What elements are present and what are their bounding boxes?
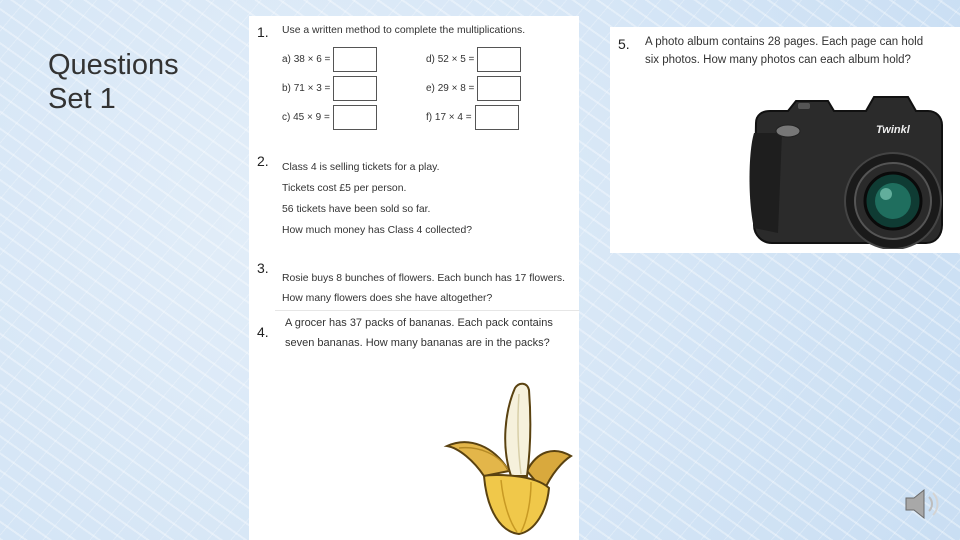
camera-brand-label: Twinkl	[876, 124, 910, 136]
answer-box-e[interactable]	[477, 76, 521, 101]
multiplication-e	[426, 76, 521, 101]
mult-label: b)	[282, 83, 291, 94]
question-3-text	[282, 269, 565, 309]
mult-label: f)	[426, 112, 433, 123]
question-2-line: How much money has Class 4 collected?	[282, 225, 473, 236]
worksheet-question-5	[610, 27, 960, 253]
question-4-number: 4.	[257, 324, 269, 340]
slide-title-line-2: Set 1	[48, 83, 116, 115]
mult-expression: 52 × 5 =	[437, 54, 475, 65]
question-2-line: 56 tickets have been sold so far.	[282, 204, 431, 215]
multiplication-d	[426, 47, 521, 72]
multiplication-f	[426, 105, 519, 130]
question-2-number: 2.	[257, 153, 269, 169]
question-2-line: Class 4 is selling tickets for a play.	[282, 162, 440, 173]
mult-expression: 17 × 4 =	[434, 112, 472, 123]
question-1-number: 1.	[257, 24, 269, 40]
multiplication-b	[282, 76, 377, 101]
question-5-text	[645, 33, 923, 69]
multiplication-a	[282, 47, 377, 72]
slide-title	[48, 48, 179, 116]
question-1-instruction: Use a written method to complete the multiplications.	[282, 25, 526, 36]
question-3-line: Rosie buys 8 bunches of flowers. Each bunch has 17 flowers.	[282, 273, 566, 284]
question-3-line: How many flowers does she have altogether?	[282, 293, 493, 304]
question-5-line: A photo album contains 28 pages. Each page can hold	[645, 36, 924, 48]
mult-label: c)	[282, 112, 291, 123]
mult-expression: 38 × 6 =	[293, 54, 331, 65]
question-2-text	[282, 157, 472, 241]
answer-box-a[interactable]	[333, 47, 377, 72]
speaker-icon[interactable]	[902, 486, 942, 522]
answer-box-b[interactable]	[333, 76, 377, 101]
mult-expression: 45 × 9 =	[293, 112, 330, 123]
question-4-line: seven bananas. How many bananas are in the packs?	[285, 337, 550, 349]
answer-box-f[interactable]	[475, 105, 519, 130]
mult-expression: 29 × 8 =	[437, 83, 475, 94]
question-3-number: 3.	[257, 260, 269, 276]
question-5-line: six photos. How many photos can each album hold?	[645, 54, 911, 66]
mult-label: d)	[426, 54, 435, 65]
answer-box-c[interactable]	[333, 105, 377, 130]
slide-title-line-1: Questions	[48, 49, 179, 81]
question-2-line: Tickets cost £5 per person.	[282, 183, 407, 194]
worksheet-questions-1-4	[249, 16, 579, 540]
question-4-line: A grocer has 37 packs of bananas. Each pack contains	[285, 317, 553, 329]
section-divider	[275, 310, 579, 311]
camera-illustration	[748, 93, 948, 249]
question-4-text	[285, 313, 553, 353]
mult-label: e)	[426, 83, 435, 94]
mult-label: a)	[282, 54, 291, 65]
mult-expression: 71 × 3 =	[293, 83, 331, 94]
answer-box-d[interactable]	[477, 47, 521, 72]
multiplication-c	[282, 105, 377, 130]
question-5-number: 5.	[618, 36, 630, 52]
banana-illustration	[439, 376, 579, 536]
